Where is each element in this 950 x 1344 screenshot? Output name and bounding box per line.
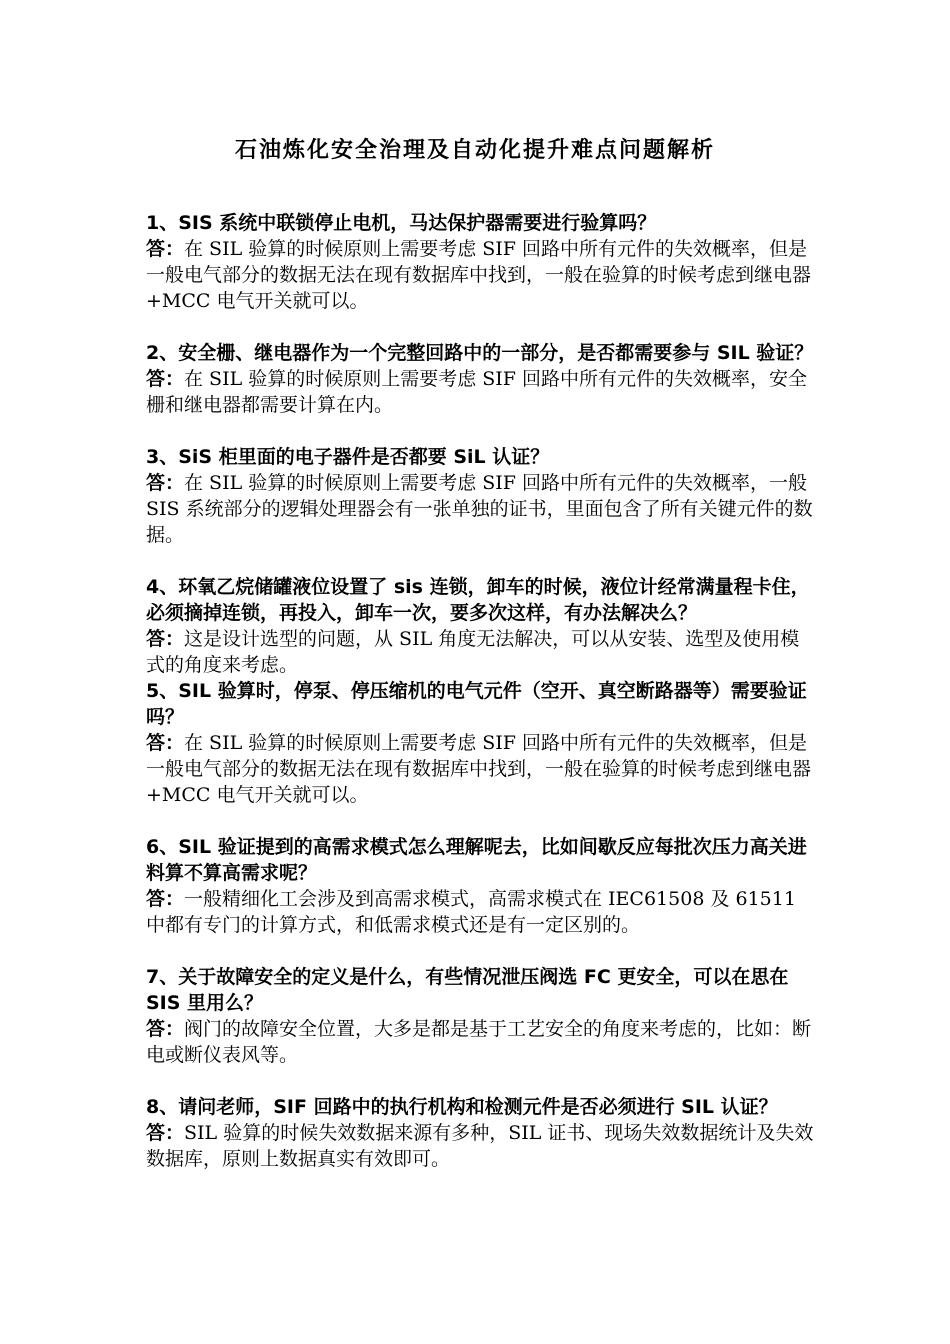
answer-label: 答： [146, 628, 185, 650]
answer-label: 答： [146, 1018, 185, 1040]
answer-paragraph [146, 886, 816, 938]
answer-text: 在 SIL 验算的时候原则上需要考虑 SIF 回路中所有元件的失效概率，但是一般电气部分的数据无法在现有数据库中找到，一般在验算的时候考虑到继电器+MCC 电气开关就可以。 [146, 238, 812, 312]
qa-item-4 [146, 574, 816, 678]
question-text: 2、安全栅、继电器作为一个完整回路中的一部分，是否都需要参与 SIL 验证？ [146, 342, 814, 364]
answer-paragraph [146, 1016, 816, 1068]
answer-paragraph [146, 626, 816, 678]
question-text: 3、SiS 柜里面的电子器件是否都要 SiL 认证？ [146, 446, 550, 468]
qa-item-2 [146, 340, 816, 418]
answer-label: 答： [146, 1122, 185, 1144]
answer-paragraph [146, 236, 816, 314]
question-text: 8、请问老师，SIF 回路中的执行机构和检测元件是否必须进行 SIL 认证？ [146, 1096, 778, 1118]
answer-text: 一般精细化工会涉及到高需求模式，高需求模式在 IEC61508 及 61511 中都有专门的计算方式，和低需求模式还是有一定区别的。 [146, 888, 796, 936]
answer-text: 在 SIL 验算的时候原则上需要考虑 SIF 回路中所有元件的失效概率，但是一般电气部分的数据无法在现有数据库中找到，一般在验算的时候考虑到继电器+MCC 电气开关就可以。 [146, 732, 812, 806]
answer-text: 在 SIL 验算的时候原则上需要考虑 SIF 回路中所有元件的失效概率，一般 SIS 系统部分的逻辑处理器会有一张单独的证书，里面包含了所有关键元件的数据。 [146, 472, 813, 546]
qa-item-6 [146, 834, 816, 938]
question-text: 1、SIS 系统中联锁停止电机，马达保护器需要进行验算吗？ [146, 212, 657, 234]
answer-label: 答： [146, 238, 185, 260]
answer-text: SIL 验算的时候失效数据来源有多种，SIL 证书、现场失效数据统计及失效数据库，原则上数据真实有效即可。 [146, 1122, 814, 1170]
question-text: 6、SIL 验证提到的高需求模式怎么理解呢去，比如间歇反应每批次压力高关进料算不算高需求呢？ [146, 836, 807, 884]
qa-list [146, 210, 816, 1172]
answer-label: 答： [146, 472, 185, 494]
answer-paragraph [146, 366, 816, 418]
question-text: 5、SIL 验算时，停泵、停压缩机的电气元件（空开、真空断路器等）需要验证吗？ [146, 680, 807, 728]
answer-text: 在 SIL 验算的时候原则上需要考虑 SIF 回路中所有元件的失效概率，安全栅和继电器都需要计算在内。 [146, 368, 808, 416]
qa-item-5 [146, 678, 816, 808]
document-title: 石油炼化安全治理及自动化提升难点问题解析 [234, 137, 715, 163]
answer-paragraph [146, 1120, 816, 1172]
qa-item-7 [146, 964, 816, 1068]
answer-label: 答： [146, 888, 185, 910]
answer-label: 答： [146, 732, 185, 754]
question-text: 4、环氧乙烷储罐液位设置了 sis 连锁，卸车的时候，液位计经常满量程卡住，必须摘掉连锁，再投入，卸车一次，要多次这样，有办法解决么？ [146, 576, 810, 624]
answer-paragraph [146, 470, 816, 548]
question-text: 7、关于故障安全的定义是什么，有些情况泄压阀选 FC 更安全，可以在思在 SIS 里用么？ [146, 966, 789, 1014]
qa-item-1 [146, 210, 816, 314]
qa-item-3 [146, 444, 816, 548]
answer-label: 答： [146, 368, 185, 390]
answer-text: 这是设计选型的问题，从 SIL 角度无法解决，可以从安装、选型及使用模式的角度来考虑。 [146, 628, 800, 676]
qa-item-8 [146, 1094, 816, 1172]
answer-text: 阀门的故障安全位置，大多是都是基于工艺安全的角度来考虑的，比如：断电或断仪表风等。 [146, 1018, 812, 1066]
answer-paragraph [146, 730, 816, 808]
